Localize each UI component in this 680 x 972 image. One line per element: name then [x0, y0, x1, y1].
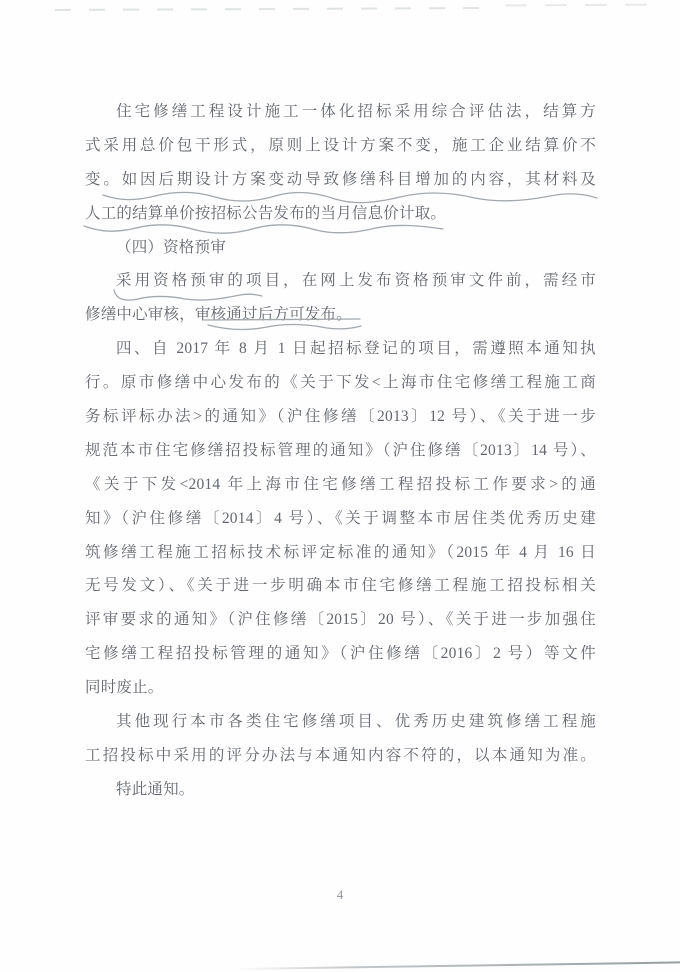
scan-artifact-top-edge: [55, 7, 485, 11]
text-line: 知》（沪住修缮〔2014〕4 号）、《关于调整本市居住类优秀历史建: [85, 509, 596, 527]
text-line: 修缮中心审核，审核通过后方可发布。: [85, 306, 352, 324]
page-number: 4: [336, 888, 344, 902]
text-line: 《关于下发<2014 年上海市住宅修缮工程招投标工作要求>的通: [85, 475, 596, 493]
text-line: 特此通知。: [116, 780, 195, 798]
text-line: 住宅修缮工程设计施工一体化招标采用综合评估法，结算方: [116, 103, 596, 120]
text-line: 四、自 2017 年 8 月 1 日起招标登记的项目，需遵照本通知执: [116, 340, 596, 358]
text-line: 无号发文）、《关于进一步明确本市住宅修缮工程施工招投标相关: [85, 577, 596, 595]
document-body: [85, 95, 596, 807]
text-line: 采用资格预审的项目，在网上发布资格预审文件前，需经市: [116, 272, 596, 290]
scan-artifact-top-edge-right: [505, 4, 655, 7]
text-line: 变。如因后期设计方案变动导致修缮科目增加的内容，其材料及: [85, 170, 596, 188]
text-line: 务标评标办法>的通知》（沪住修缮〔2013〕12 号）、《关于进一步: [85, 408, 596, 426]
text-line: 规范本市住宅修缮招投标管理的通知》（沪住修缮〔2013〕14 号）、: [85, 441, 596, 459]
text-line: 其他现行本市各类住宅修缮项目、优秀历史建筑修缮工程施: [116, 713, 596, 731]
text-line: 工招投标中采用的评分办法与本通知内容不符的，以本通知为准。: [85, 746, 596, 764]
section-heading: （四）资格预审: [116, 238, 226, 256]
text-line: 人工的结算单价按招标公告发布的当月信息价计取。: [85, 204, 447, 222]
text-line: 同时废止。: [85, 679, 164, 697]
text-line: 评审要求的通知》（沪住修缮〔2015〕20 号）、《关于进一步加强住: [85, 611, 596, 629]
text-line: 筑修缮工程施工招标技术标评定标准的通知》（2015 年 4 月 16 日: [85, 543, 596, 561]
text-line: 宅修缮工程招投标管理的通知》（沪住修缮〔2016〕2 号）等文件: [85, 645, 596, 663]
text-line: 行。原市修缮中心发布的《关于下发<上海市住宅修缮工程施工商: [85, 374, 596, 392]
scan-artifact-bottom-edge: [237, 961, 680, 970]
text-line: 式采用总价包干形式，原则上设计方案不变，施工企业结算价不: [85, 136, 596, 154]
